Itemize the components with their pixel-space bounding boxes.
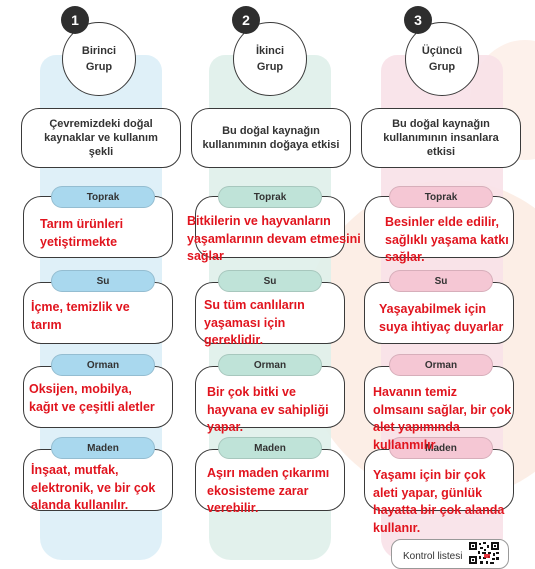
group-title-line1: Birinci [81, 45, 117, 57]
group-number-badge: 2 [232, 6, 260, 34]
group-number-badge: 1 [61, 6, 89, 34]
resource-label-maden: Maden [218, 437, 322, 459]
answer-text: İçme, temizlik ve tarım [31, 300, 130, 332]
group-title-line1: Üçüncü [421, 45, 463, 57]
answer-text: Besinler elde edilir, sağlıklı yaşama katkı sağlar. [385, 215, 509, 264]
group-title-line2: Grup [85, 61, 113, 73]
resource-label-toprak: Toprak [389, 186, 493, 208]
resource-label-orman: Orman [51, 354, 155, 376]
resource-label-su: Su [51, 270, 155, 292]
column-header [361, 108, 521, 168]
answer-text: Tarım ürünleri yetiştirmekte [40, 217, 124, 249]
group-number-badge: 3 [404, 6, 432, 34]
answer-text: Oksijen, mobilya, kağıt ve çeşitli aletler [29, 382, 155, 414]
qr-code-icon[interactable] [468, 541, 500, 565]
resource-label-maden: Maden [389, 437, 493, 459]
answer-text: Su tüm canlıların yaşaması için gereklidir. [204, 298, 305, 347]
answer-text: Yaşamı için bir çok aleti yapar, günlük hayatta bir çok alanda kullanır. [373, 468, 505, 535]
resource-label-orman: Orman [389, 354, 493, 376]
resource-label-toprak: Toprak [218, 186, 322, 208]
column-header-text: Çevremizdeki doğal kaynaklar ve kullanım şekli [44, 118, 158, 158]
column-header [21, 108, 181, 168]
answer-text: Bitkilerin ve hayvanların yaşamlarının devam etmesini sağlar [187, 214, 361, 263]
answer-text: Yaşayabilmek için suya ihtiyaç duyarlar [379, 302, 504, 334]
column-header-text: Bu doğal kaynağın kullanımının doğaya etkisi [202, 125, 340, 151]
answer-text: Bir çok bitki ve hayvana ev sahipliği yapar. [207, 385, 329, 434]
group-title-line1: İkinci [255, 45, 285, 57]
column-header [191, 108, 351, 168]
resource-label-toprak: Toprak [51, 186, 155, 208]
resource-label-maden: Maden [51, 437, 155, 459]
resource-label-orman: Orman [218, 354, 322, 376]
group-title-line2: Grup [256, 61, 284, 73]
resource-label-su: Su [389, 270, 493, 292]
answer-text: Havanın temiz olmsaını sağlar, bir çok alet yapımında kullanmılır [373, 385, 512, 452]
answer-text: Aşırı maden çıkarımı ekosisteme zarar verebilir. [207, 466, 330, 515]
answer-text: İnşaat, mutfak, elektronik, ve bir çok alanda kullanılır. [31, 463, 156, 512]
kontrol-listesi-label: Kontrol listesi [403, 551, 463, 562]
resource-label-su: Su [218, 270, 322, 292]
group-title-line2: Grup [428, 61, 456, 73]
column-header-text: Bu doğal kaynağın kullanımının insanlara etkisi [383, 118, 499, 158]
